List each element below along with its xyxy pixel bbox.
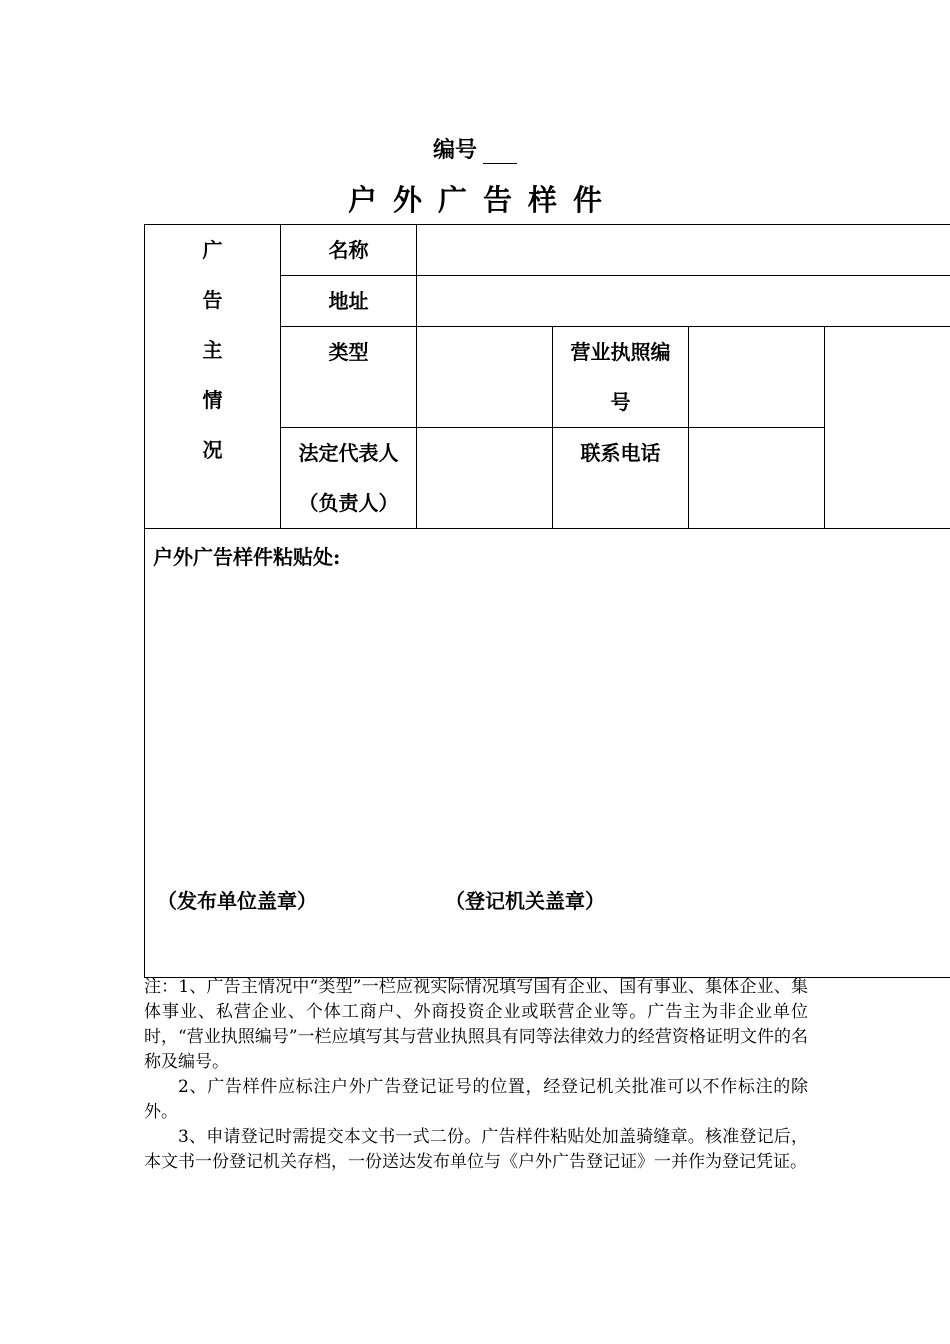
legal-rep-label-text: 法定代表人 [298,441,399,465]
note-item: 3、申请登记时需提交本文书一式二份。广告样件粘贴处加盖骑缝章。核准登记后，本文书一份登记机关存档，一份送达发布单位与《户外广告登记证》一并作为登记凭证。 [144,1127,808,1172]
paste-label: 户外广告样件粘贴处: [153,545,341,569]
registry-seal-label: （登记机关盖章） [445,889,605,913]
phone-field[interactable] [689,428,825,529]
license-label-text: 营业执照编号 [570,340,671,414]
legal-rep-label [281,428,417,529]
publisher-seal-label: （发布单位盖章） [157,889,317,913]
document-number [0,133,950,164]
section-char: 主 [202,338,223,362]
section-char: 告 [202,288,223,312]
document-number-blank[interactable] [483,141,517,164]
legal-rep-sub-text: （负责人） [298,491,399,515]
name-field[interactable] [417,225,950,276]
document-number-label: 编号 [432,137,477,163]
notes-section [144,975,808,1175]
license-field[interactable] [689,327,825,428]
advertiser-form-table [144,224,950,978]
address-field[interactable] [417,276,950,327]
document-title: 户外广告样件 [347,183,618,217]
type-field[interactable] [417,327,553,428]
name-label: 名称 [281,225,417,276]
section-char: 情 [202,388,223,412]
license-label [553,327,689,428]
sample-paste-area[interactable] [145,529,950,978]
type-label: 类型 [281,327,417,428]
note-item: 2、广告样件应标注户外广告登记证号的位置，经登记机关批准可以不作标注的除外。 [144,1077,808,1122]
advertiser-section-label [145,225,281,529]
phone-label: 联系电话 [553,428,689,529]
section-char: 况 [202,438,223,462]
section-char: 广 [202,238,223,262]
address-label: 地址 [281,276,417,327]
note-item: 注：1、广告主情况中“类型”一栏应视实际情况填写国有企业、国有事业、集体企业、集体事业、私营企业、个体工商户、外商投资企业或联营企业等。广告主为非企业单位时，“营业执照编号”一栏应填写其与营业执照具有同等法律效力的经营资格证明文件的名称及编号。 [144,977,808,1072]
legal-rep-field[interactable] [417,428,553,529]
